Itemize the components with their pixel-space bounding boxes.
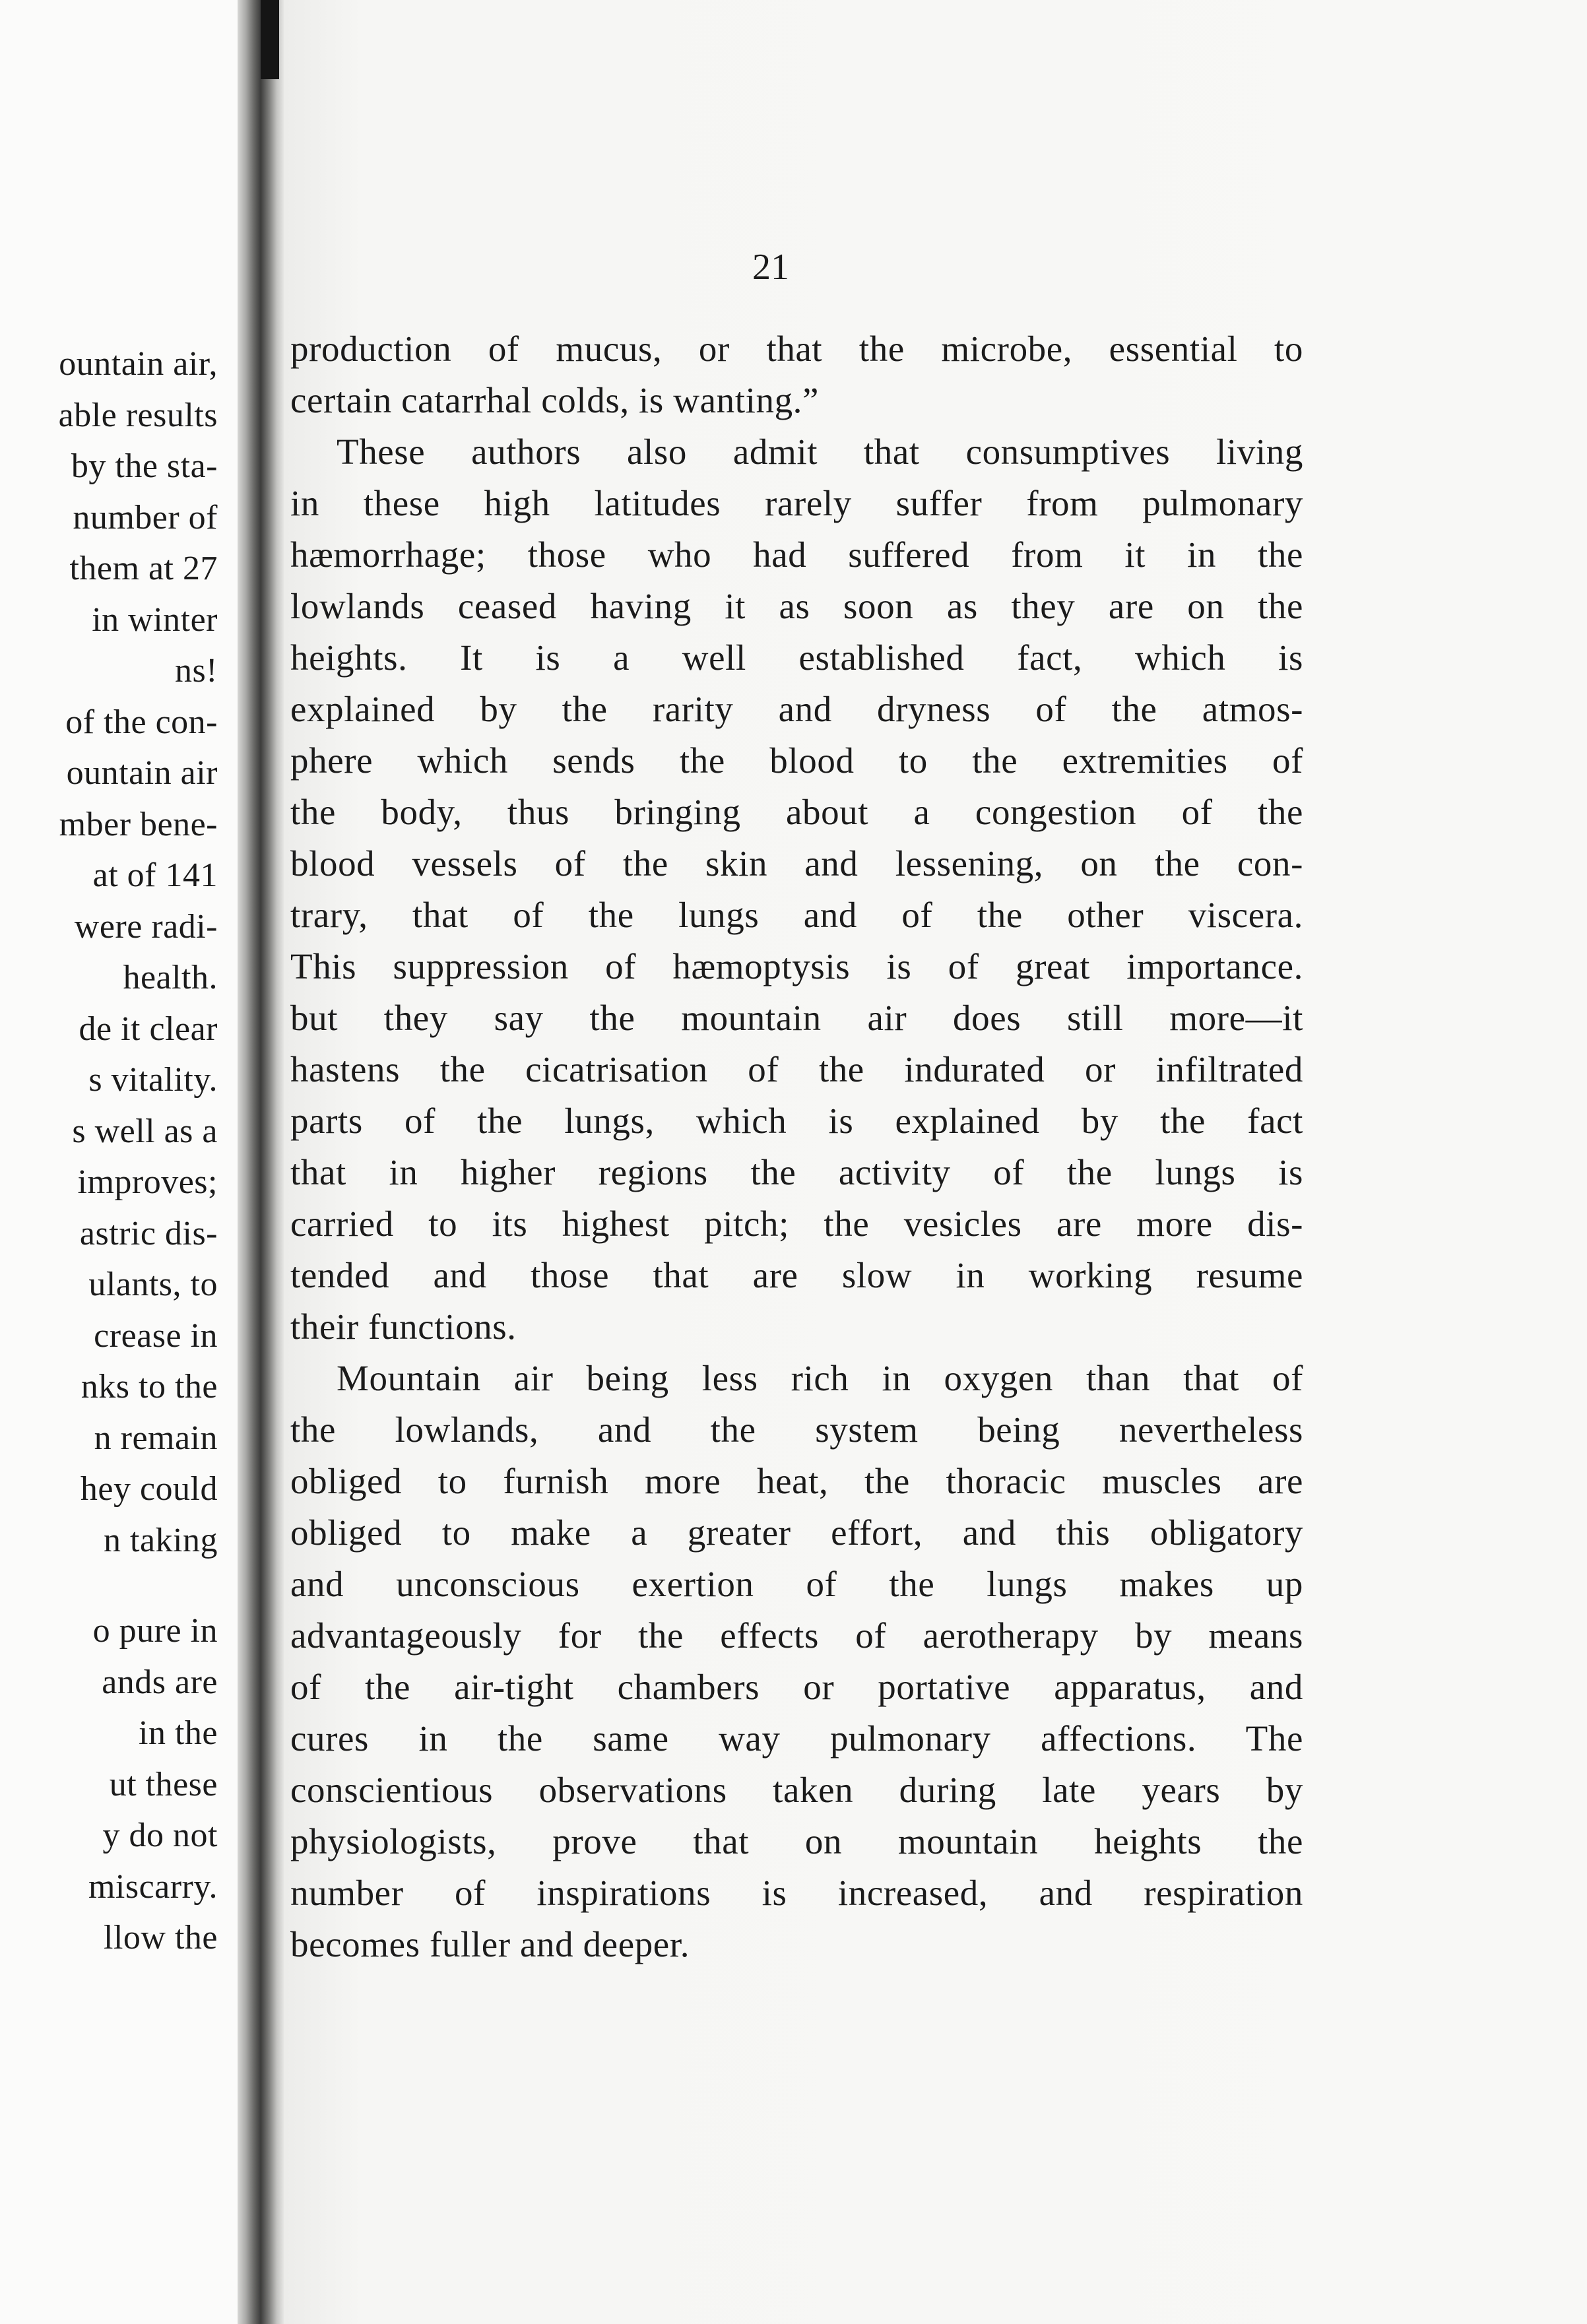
text-line: physiologists, prove that on mountain heights the: [290, 1821, 1303, 1861]
paragraph: [290, 1353, 1303, 1970]
text-line: parts of the lungs, which is explained by the fact: [290, 1101, 1303, 1141]
text-line: and unconscious exertion of the lungs makes up: [290, 1564, 1303, 1604]
facing-page-line: them at 27: [69, 550, 218, 587]
text-line: of the air-tight chambers or portative apparatus, and: [290, 1667, 1303, 1707]
text-line: becomes fuller and deeper.: [290, 1924, 690, 1964]
paragraph: [290, 323, 1303, 426]
facing-page-line: ountain air: [66, 754, 218, 792]
facing-page-line: llow the: [104, 1919, 218, 1956]
facing-page-line: ulants, to: [88, 1266, 218, 1303]
text-line: the lowlands, and the system being nevertheless: [290, 1409, 1303, 1450]
facing-page-line: number of: [73, 498, 218, 536]
text-line: Mountain air being less rich in oxygen than that of: [337, 1358, 1303, 1398]
text-line: cures in the same way pulmonary affections. The: [290, 1718, 1303, 1759]
page-number: 21: [752, 247, 789, 288]
book-gutter-shadow: [238, 0, 284, 2324]
facing-page-line: s well as a: [72, 1112, 218, 1150]
text-line: advantageously for the effects of aerotherapy by means: [290, 1615, 1303, 1656]
facing-page-line: astric dis-: [79, 1214, 218, 1252]
facing-page-line: o pure in: [92, 1612, 218, 1650]
page-body-text: [290, 323, 1303, 1970]
text-line: in these high latitudes rarely suffer from pulmonary: [290, 483, 1303, 523]
facing-page-line: at of 141: [92, 856, 218, 894]
facing-page-line: mber bene-: [59, 805, 218, 843]
text-line: trary, that of the lungs and of the other viscera.: [290, 895, 1303, 935]
facing-page-line: able results: [58, 396, 218, 434]
facing-page-line: by the sta-: [71, 447, 218, 485]
text-line: These authors also admit that consumptives living: [337, 432, 1303, 472]
text-line: obliged to furnish more heat, the thoracic muscles are: [290, 1461, 1303, 1501]
text-line: obliged to make a greater effort, and this obligatory: [290, 1512, 1303, 1553]
facing-page-line: y do not: [102, 1817, 218, 1854]
text-line: tended and those that are slow in working resume: [290, 1255, 1303, 1295]
text-line: carried to its highest pitch; the vesicles are more dis-: [290, 1204, 1303, 1244]
facing-page-line: de it clear: [79, 1010, 218, 1048]
facing-page-line: of the con-: [65, 703, 218, 741]
facing-page-line: n taking: [104, 1521, 218, 1559]
facing-page-line: ountain air,: [59, 345, 218, 383]
facing-page-line: nks to the: [81, 1368, 218, 1405]
text-line: hastens the cicatrisation of the indurated or infiltrated: [290, 1049, 1303, 1089]
facing-page-line: s vitality.: [88, 1061, 218, 1099]
text-line: certain catarrhal colds, is wanting.”: [290, 380, 820, 420]
facing-page-line: ut these: [109, 1765, 218, 1803]
facing-page-line: in the: [139, 1714, 218, 1752]
facing-page-line: n remain: [94, 1419, 218, 1457]
text-line: phere which sends the blood to the extremities of: [290, 740, 1303, 781]
facing-page-line: were radi-: [74, 907, 218, 946]
facing-page-line: ns!: [174, 652, 218, 690]
text-line: but they say the mountain air does still more—it: [290, 998, 1303, 1038]
text-line: the body, thus bringing about a congestion of the: [290, 792, 1303, 832]
text-line: their functions.: [290, 1307, 517, 1347]
facing-page-fragment: [0, 0, 238, 2324]
facing-page-line: health.: [123, 959, 218, 996]
facing-page-line: crease in: [94, 1316, 218, 1355]
text-line: number of inspirations is increased, and respiration: [290, 1873, 1303, 1913]
text-line: heights. It is a well established fact, which is: [290, 637, 1303, 678]
facing-page-line: miscarry.: [88, 1867, 218, 1906]
facing-page-line: hey could: [80, 1470, 218, 1508]
text-line: that in higher regions the activity of the lungs is: [290, 1152, 1303, 1192]
text-line: This suppression of hæmoptysis is of great importance.: [290, 946, 1303, 986]
text-line: lowlands ceased having it as soon as they are on the: [290, 586, 1303, 626]
text-line: conscientious observations taken during late years by: [290, 1770, 1303, 1810]
text-line: hæmorrhage; those who had suffered from it in the: [290, 534, 1303, 575]
text-line: production of mucus, or that the microbe, essential to: [290, 329, 1303, 369]
facing-page-line: in winter: [92, 600, 218, 639]
facing-page-line: improves;: [77, 1163, 218, 1201]
text-line: explained by the rarity and dryness of the atmos-: [290, 689, 1303, 729]
paragraph: [290, 426, 1303, 1353]
facing-page-line: ands are: [102, 1663, 218, 1701]
gutter-dark-edge: [261, 0, 279, 79]
text-line: blood vessels of the skin and lessening, on the con-: [290, 843, 1303, 884]
